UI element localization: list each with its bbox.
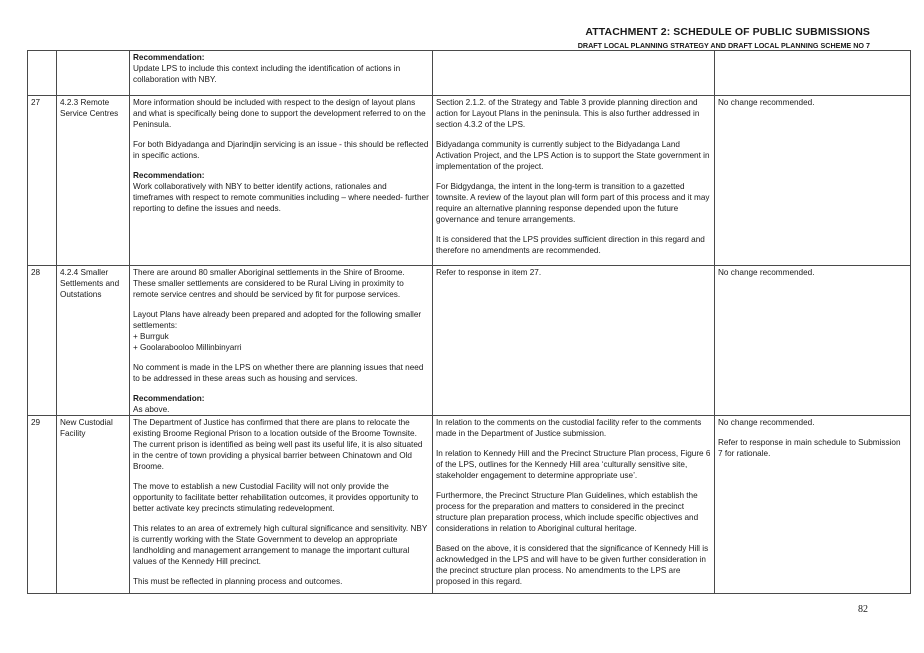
response-cell	[433, 266, 715, 416]
response-paragraph: Furthermore, the Precinct Structure Plan Guidelines, which establish the process for the preparation and matters to considered in the precinct structure plan preparation process, which include specific objectives and considerations in relation to Aboriginal cultural heritage.	[436, 491, 699, 533]
submission-paragraph	[133, 52, 429, 85]
submission-paragraph	[133, 267, 429, 300]
topic-cell: New Custodial Facility	[57, 416, 130, 594]
document-subtitle: DRAFT LOCAL PLANNING STRATEGY AND DRAFT LOCAL PLANNING SCHEME NO 7	[577, 41, 870, 50]
submission-cell	[130, 96, 433, 266]
submission-paragraph	[133, 523, 429, 567]
submission-text: Work collaboratively with NBY to better identify actions, rationales and timeframes with respect to remote communities including – where needed- further reporting to define the issues and needs.	[133, 182, 429, 213]
recommendation-cell	[715, 416, 911, 594]
recommendation-cell	[715, 51, 911, 96]
submission-paragraph	[133, 576, 429, 587]
table-row	[28, 51, 911, 96]
response-paragraph: For Bidgydanga, the intent in the long-term is transition to a gazetted townsite. A review of the layout plan will form part of this process and it may require an alternative planning response depended upon the future governance and tenure arrangements.	[436, 182, 710, 224]
submission-number-cell	[28, 51, 57, 96]
submission-cell	[130, 266, 433, 416]
submission-cell	[130, 416, 433, 594]
response-cell	[433, 96, 715, 266]
recommendation-paragraph: No change recommended.	[718, 268, 815, 277]
recommendation-heading: Recommendation:	[133, 171, 205, 180]
table-row	[28, 266, 911, 416]
submissions-table-body	[28, 51, 911, 594]
response-paragraph: In relation to Kennedy Hill and the Precinct Structure Plan process, Figure 6 of the LPS, outlines for the Kennedy Hill area ‘culturally sensitive site, stakeholder engagement to determine appropriate use’.	[436, 449, 711, 480]
response-cell	[433, 416, 715, 594]
submission-paragraph	[133, 139, 429, 161]
response-paragraph: In relation to the comments on the custodial facility refer to the comments made in the Department of Justice submission.	[436, 418, 702, 438]
response-paragraph: Refer to response in item 27.	[436, 268, 542, 277]
recommendation-heading: Recommendation:	[133, 53, 205, 62]
submission-paragraph	[133, 97, 429, 130]
recommendation-cell	[715, 96, 911, 266]
page-number: 82	[858, 604, 868, 615]
recommendation-paragraph: No change recommended.	[718, 418, 815, 427]
submission-text: This relates to an area of extremely high cultural significance and sensitivity. NBY is currently working with the State Government to develop an appropriate landholding and management arrangement to manage the important cultural values of the Kennedy Hill precinct.	[133, 524, 428, 566]
submission-text: For both Bidyadanga and Djarindjin servicing is an issue - this should be reflected in specific actions.	[133, 140, 429, 160]
response-paragraph: It is considered that the LPS provides sufficient direction in this regard and therefore no amendments are recommended.	[436, 235, 705, 255]
recommendation-paragraph: No change recommended.	[718, 98, 815, 107]
submission-paragraph	[133, 362, 429, 384]
submission-number-cell: 27	[28, 96, 57, 266]
submission-text: There are around 80 smaller Aboriginal settlements in the Shire of Broome. These smaller settlements are considered to be Rural Living in proximity to remote service centres and should be serviced by fit for purpose services.	[133, 268, 405, 299]
submission-text: No comment is made in the LPS on whether there are planning issues that need to be addressed in these areas such as housing and services.	[133, 363, 424, 383]
submission-paragraph	[133, 170, 429, 214]
topic-cell: 4.2.3 Remote Service Centres	[57, 96, 130, 266]
submission-text: The Department of Justice has confirmed that there are plans to relocate the existing Broome Regional Prison to a location outside of the Broome Townsite. The current prison is identified as being well past its useful life, it is also situated in the centre of town providing a physical barrier between Chinatown and Old Broome.	[133, 418, 423, 471]
submission-text: As above.	[133, 405, 170, 414]
response-paragraph: Section 2.1.2. of the Strategy and Table 3 provide planning direction and action for Layout Plans in the peninsula. This is also further addressed in section 4.3.2 of the LPS.	[436, 98, 700, 129]
recommendation-paragraph: Refer to response in main schedule to Submission 7 for rationale.	[718, 438, 901, 458]
response-paragraph: Bidyadanga community is currently subject to the Bidyadanga Land Activation Project, and the LPS Action is to support the State government in implementation of the project.	[436, 140, 710, 171]
recommendation-cell	[715, 266, 911, 416]
submission-text: The move to establish a new Custodial Facility will not only provide the opportunity to facilitate better rehabilitation outcomes, it provides opportunity to better activate key precincts stimulating redevelopment.	[133, 482, 419, 513]
table-row	[28, 416, 911, 594]
recommendation-heading: Recommendation:	[133, 394, 205, 403]
document-title: ATTACHMENT 2: SCHEDULE OF PUBLIC SUBMISSIONS	[585, 26, 870, 38]
submission-text: Update LPS to include this context including the identification of actions in collaboration with NBY.	[133, 64, 401, 84]
topic-cell	[57, 51, 130, 96]
submission-paragraph	[133, 481, 429, 514]
submission-cell	[130, 51, 433, 96]
submission-number-cell: 28	[28, 266, 57, 416]
submission-text: More information should be included with respect to the design of layout plans and what is specifically being done to support the development referred to on the Peninsula.	[133, 98, 426, 129]
submission-paragraph	[133, 309, 429, 353]
submissions-table	[27, 50, 911, 594]
submission-text: Layout Plans have already been prepared and adopted for the following smaller settlements: + Burrguk + Goolarabooloo Millinbinyarri	[133, 310, 422, 352]
submission-paragraph	[133, 393, 429, 415]
submission-paragraph	[133, 417, 429, 472]
topic-cell: 4.2.4 Smaller Settlements and Outstations	[57, 266, 130, 416]
response-cell	[433, 51, 715, 96]
submission-text: This must be reflected in planning process and outcomes.	[133, 577, 343, 586]
response-paragraph: Based on the above, it is considered that the significance of Kennedy Hill is acknowledged in the LPS and will have to be given further consideration in the precinct structure plan process. No amendments to the LPS are proposed in this regard.	[436, 544, 709, 586]
table-row	[28, 96, 911, 266]
submission-number-cell: 29	[28, 416, 57, 594]
